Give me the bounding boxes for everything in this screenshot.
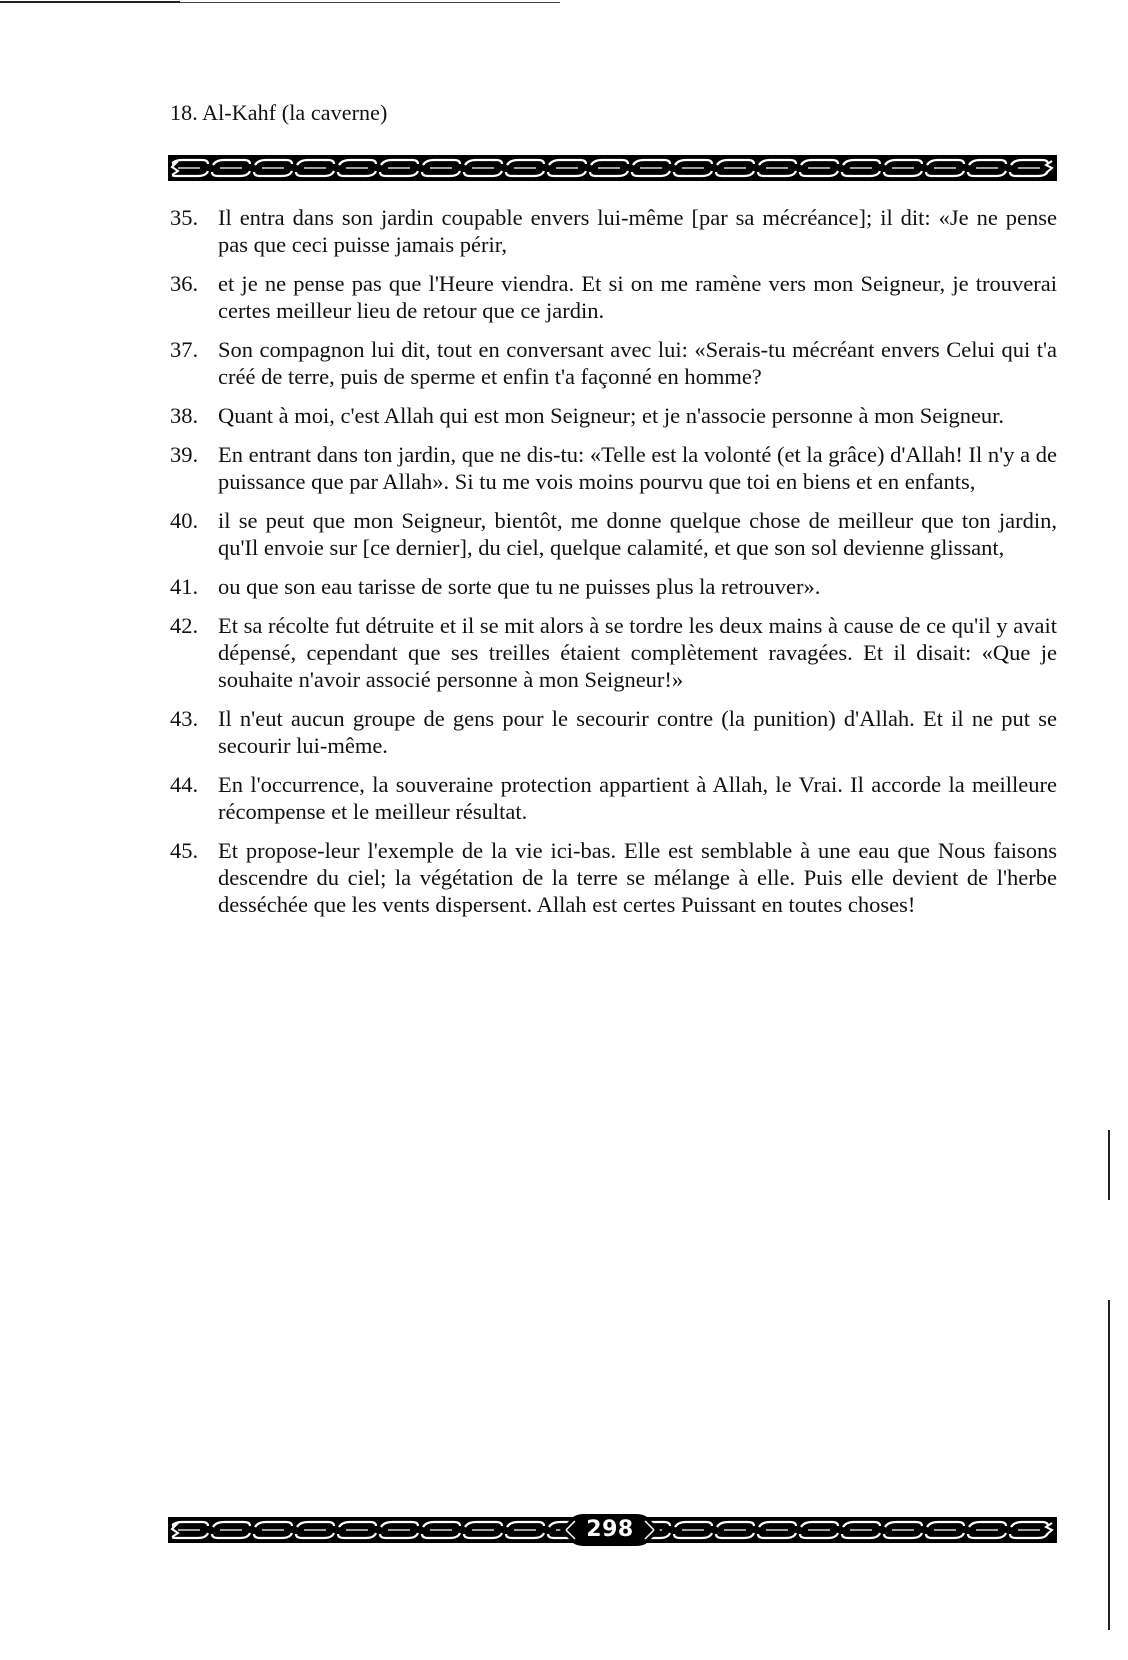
- verse-text: En entrant dans ton jardin, que ne dis-tu: «Telle est la volonté (et la grâce) d'Allah! Il n'y a de puissance que par Allah». Si tu me vois moins pourvu que toi en biens et en enfants,: [218, 442, 1057, 494]
- verse-item: [170, 507, 1057, 561]
- verse-item: [170, 612, 1057, 693]
- verse-number: 40.: [170, 508, 199, 533]
- verse-item: [170, 204, 1057, 258]
- verse-text: En l'occurrence, la souveraine protection appartient à Allah, le Vrai. Il accorde la meilleure récompense et le meilleur résultat.: [218, 772, 1057, 824]
- verse-text: il se peut que mon Seigneur, bientôt, me donne quelque chose de meilleur que ton jardin, qu'Il envoie sur [ce dernier], du ciel, quelque calamité, et que son sol devienne glissant,: [218, 508, 1057, 560]
- surah-title: 18. Al-Kahf (la caverne): [170, 100, 388, 125]
- scan-edge-mark: [1108, 1130, 1110, 1200]
- verse-text: Et sa récolte fut détruite et il se mit alors à se tordre les deux mains à cause de ce qu'il y avait dépensé, cependant que ses treilles étaient complètement ravagées. Et il disait: «Que je souhaite n'avoir associé personne à mon Seigneur!»: [218, 613, 1057, 692]
- ornamental-band-top: [168, 155, 1057, 181]
- verse-text: Quant à moi, c'est Allah qui est mon Seigneur; et je n'associe personne à mon Seigneur.: [218, 403, 1005, 428]
- verse-number: 41.: [170, 574, 199, 599]
- verse-item: [170, 705, 1057, 759]
- verse-item: [170, 336, 1057, 390]
- verse-item: [170, 402, 1057, 429]
- verse-item: [170, 270, 1057, 324]
- verse-number: 38.: [170, 403, 199, 428]
- verse-text: Et propose-leur l'exemple de la vie ici-bas. Elle est semblable à une eau que Nous faisons descendre du ciel; la végétation de la terre se mélange à elle. Puis elle devient de l'herbe desséchée que les vents dispersent. Allah est certes Puissant en toutes choses!: [218, 838, 1057, 917]
- scan-edge-line-dark: [0, 1, 180, 3]
- verse-item: [170, 837, 1057, 918]
- scan-edge-mark: [1108, 1300, 1110, 1630]
- verse-item: [170, 573, 1057, 600]
- verse-list: [170, 204, 1057, 930]
- verse-number: 35.: [170, 205, 199, 230]
- verse-text: ou que son eau tarisse de sorte que tu ne puisses plus la retrouver».: [218, 574, 821, 599]
- verse-text: Il entra dans son jardin coupable envers lui-même [par sa mécréance]; il dit: «Je ne pense pas que ceci puisse jamais périr,: [218, 205, 1057, 257]
- verse-item: [170, 771, 1057, 825]
- page-number-badge: [560, 1510, 660, 1550]
- verse-text: et je ne pense pas que l'Heure viendra. Et si on me ramène vers mon Seigneur, je trouverai certes meilleur lieu de retour que ce jardin.: [218, 271, 1057, 323]
- page-number: 298: [586, 1517, 634, 1542]
- verse-number: 37.: [170, 337, 199, 362]
- verse-text: Son compagnon lui dit, tout en conversant avec lui: «Serais-tu mécréant envers Celui qui t'a créé de terre, puis de sperme et enfin t'a façonné en homme?: [218, 337, 1057, 389]
- verse-number: 39.: [170, 442, 199, 467]
- verse-number: 36.: [170, 271, 199, 296]
- verse-item: [170, 441, 1057, 495]
- verse-number: 45.: [170, 838, 199, 863]
- verse-number: 42.: [170, 613, 199, 638]
- verse-text: Il n'eut aucun groupe de gens pour le secourir contre (la punition) d'Allah. Et il ne put se secourir lui-même.: [218, 706, 1057, 758]
- verse-number: 43.: [170, 706, 199, 731]
- verse-number: 44.: [170, 772, 199, 797]
